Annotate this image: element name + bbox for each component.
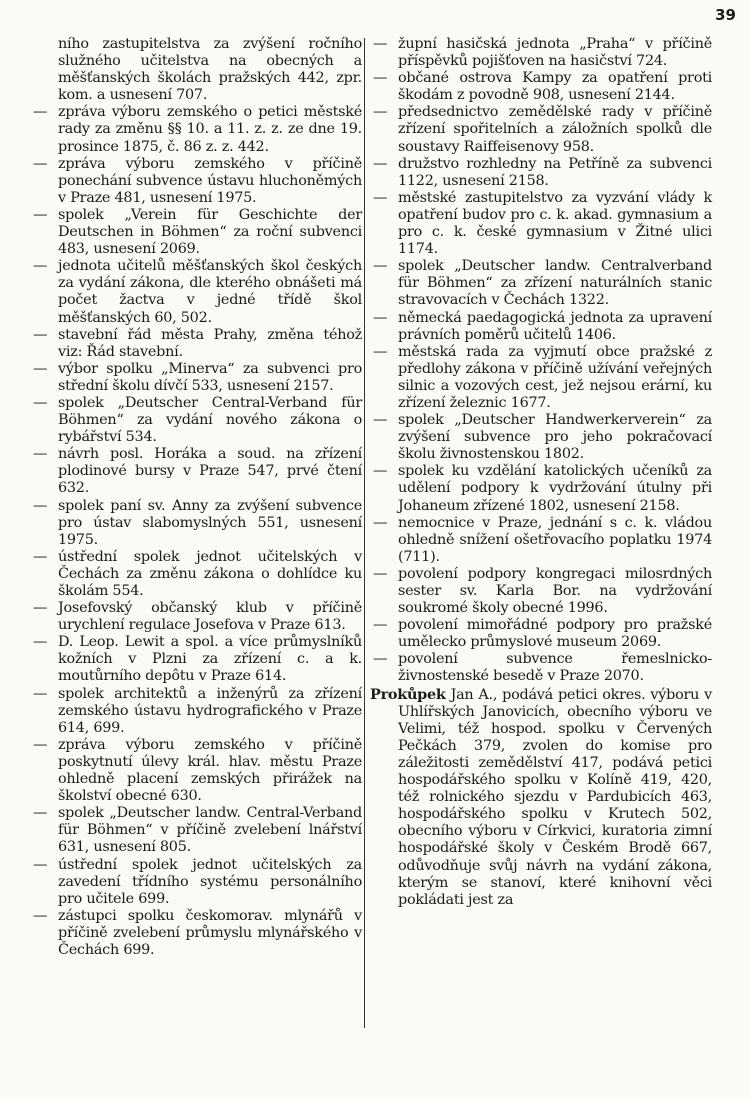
left-column [30,36,362,959]
column-divider [364,38,365,1028]
index-entry: — výbor spolku „Minerva“ za subvenci pro střední školu dívčí 533, usnesení 2157. [30,361,362,395]
index-entry: — zpráva výboru zemského v příčině ponechání subvence ústavu hluchoněmých v Praze 481, usnesení 1975. [30,156,362,207]
index-entry: — ústřední spolek jednot učitelských v Čechách za změnu zákona o dohlídce ku školám 554. [30,549,362,600]
heading-text: Jan A., podává petici okres. výboru v Uhlířských Janovicích, obecního výboru ve Velimi, též hospod. spolku v Červených Pečkách 379, zvolen do komise pro záležitosti zemědělství 417, podává petici hospodářského spolku v Kolíně 419, 420, též rolnického sjezdu v Pardubicích 463, hospodářského spolku v Krutech 502, obecního výboru v Církvici, kuratoria zimní hospodářské školy v Českém Brodě 667, odůvodňuje svůj návrh na vydání zákona, kterým se stanoví, které knihovní věci pokládati jest za [398,686,712,908]
index-entry: — Josefovský občanský klub v příčině urychlení regulace Josefova v Praze 613. [30,600,362,634]
index-entry: — spolek „Deutscher landw. Centralverband für Böhmen“ za zřízení naturálních stanic stravovacích v Čechách 1322. [370,258,712,309]
index-entry: — spolek „Verein für Geschichte der Deutschen in Böhmen“ za roční subvenci 483, usnesení 2069. [30,207,362,258]
index-entry: — předsednictvo zemědělské rady v příčině zřízení spořitelních a záložních spolků dle soustavy Raiffeisenovy 958. [370,104,712,155]
index-entry: — zpráva výboru zemského o petici městské rady za změnu §§ 10. a 11. z. z. ze dne 19. prosince 1875, č. 86 z. z. 442. [30,104,362,155]
index-entry: — stavební řád města Prahy, změna téhož viz: Řád stavební. [30,327,362,361]
right-column [370,36,712,909]
index-entry: — návrh posl. Horáka a soud. na zřízení plodinové bursy v Praze 547, prvé čtení 632. [30,446,362,497]
index-entry: — zpráva výboru zemského v příčině poskytnutí úlevy král. hlav. městu Praze ohledně placení zemských přirážek na školství obecné 630. [30,737,362,805]
index-entry: — občané ostrova Kampy za opatření proti škodám z povodně 908, usnesení 2144. [370,70,712,104]
index-entry: — spolek „Deutscher landw. Central-Verband für Böhmen“ v příčině zvelebení lnářství 631, usnesení 805. [30,805,362,856]
page-number: 39 [715,6,736,24]
index-entry: ního zastupitelstva za zvýšení ročního služného učitelstva na obecných a měšťanských školách pražských 442, zpr. kom. a usnesení 707. [58,36,362,104]
index-entry: — povolení subvence řemeslnicko-živnostenské besedě v Praze 2070. [370,651,712,685]
index-heading-entry [370,686,712,909]
index-entry: — spolek „Deutscher Handwerkerverein“ za zvýšení subvence pro jeho pokračovací školu živnostenskou 1802. [370,412,712,463]
index-entry: — jednota učitelů měšťanských škol českých za vydání zákona, dle kterého obnášeti má počet žactva v jedné třídě škol měšťanských 60, 502. [30,258,362,326]
index-entry: — spolek „Deutscher Central-Verband für Böhmen“ za vydání nového zákona o rybářství 534. [30,395,362,446]
index-entry: — spolek paní sv. Anny za zvýšení subvence pro ústav slabomyslných 551, usnesení 1975. [30,498,362,549]
index-entry: — povolení mimořádné podpory pro pražské umělecko průmyslové museum 2069. [370,617,712,651]
heading-name: Prokůpek [370,685,446,703]
index-entry: — župní hasičská jednota „Praha“ v příčině příspěvků pojišťoven na hasičství 724. [370,36,712,70]
index-entry: — spolek ku vzdělání katolických učeníků za udělení podpory k vydržování útulny při Johaneum zřízené 1802, usnesení 2158. [370,463,712,514]
index-entry: — městská rada za vyjmutí obce pražské z předlohy zákona v příčině užívání veřejných silnic a vozových cest, jež nejsou erární, ku zřízení železnic 1677. [370,344,712,412]
index-entry: — ústřední spolek jednot učitelských za zavedení třídního systému personálního pro učitele 699. [30,857,362,908]
index-entry: — D. Leop. Lewit a spol. a více průmyslníků kožních v Plzni za zřízení c. a k. moutůrního depôtu v Praze 614. [30,634,362,685]
index-entry: — nemocnice v Praze, jednání s c. k. vládou ohledně snížení ošetřovacího poplatku 1974 (711). [370,515,712,566]
index-entry: — německá paedagogická jednota za upravení právních poměrů učitelů 1406. [370,310,712,344]
index-entry: — spolek architektů a inženýrů za zřízení zemského ústavu hydrografického v Praze 614, 699. [30,686,362,737]
index-entry: — městské zastupitelstvo za vyzvání vlády k opatření budov pro c. k. akad. gymnasium a pro c. k. české gymnasium v Žitné ulici 1174. [370,190,712,258]
index-entry: — povolení podpory kongregaci milosrdných sester sv. Karla Bor. na vydržování soukromé školy obecné 1996. [370,566,712,617]
index-entry: — družstvo rozhledny na Petříně za subvenci 1122, usnesení 2158. [370,156,712,190]
index-entry: — zástupci spolku českomorav. mlynářů v příčině zvelebení průmyslu mlynářského v Čechách 699. [30,908,362,959]
